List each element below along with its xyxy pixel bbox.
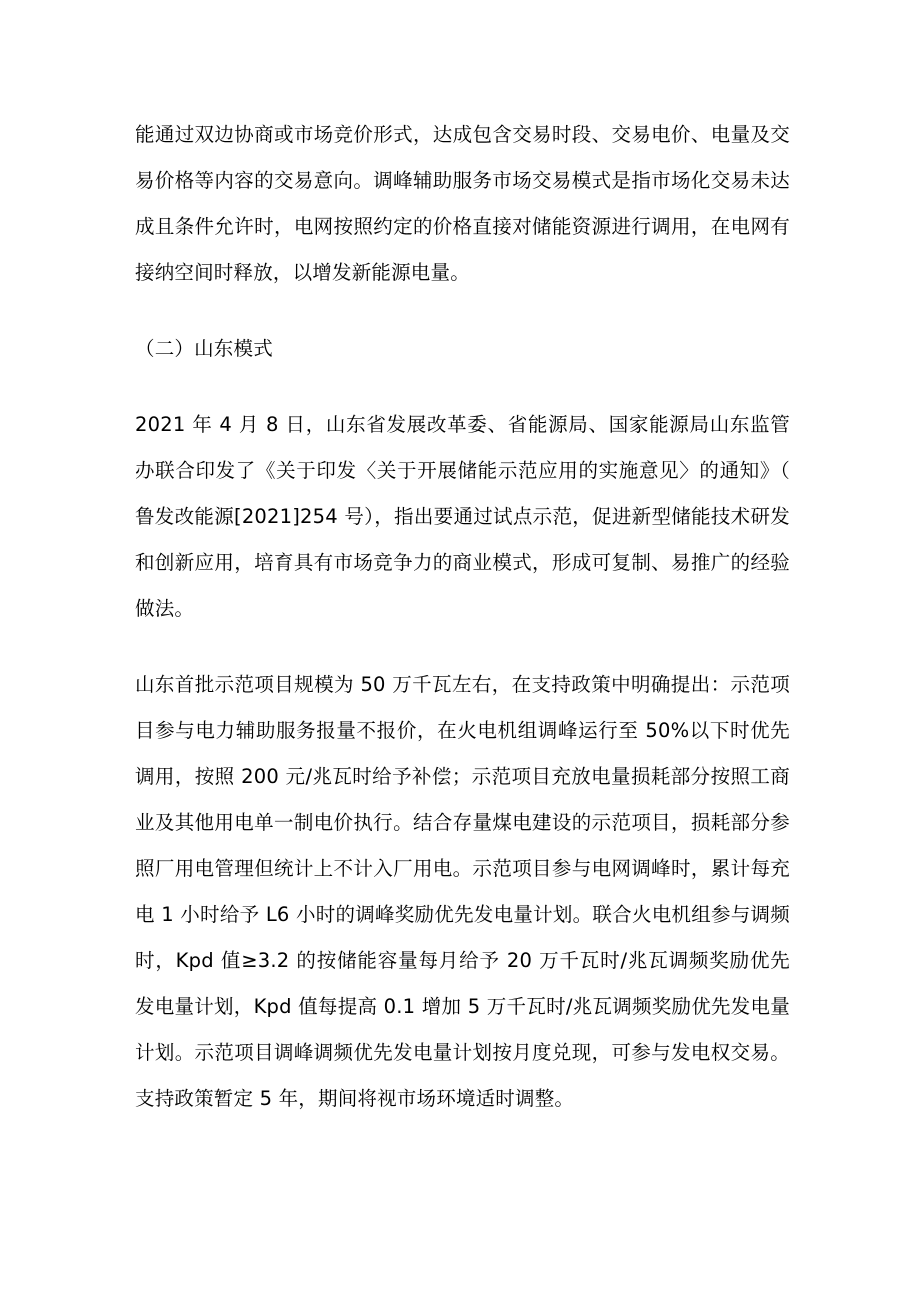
paragraph-shandong-policy-notice: 2021 年 4 月 8 日，山东省发展改革委、省能源局、国家能源局山东监管办联合印发了《关于印发〈关于开展储能示范应用的实施意见〉的通知》（鲁发改能源[2021]254 号），指出要通过试点示范，促进新型储能技术研发和创新应用，培育具有市场竞争力的商业模式，形成可复制、易推广的经验做法。 (135, 413, 790, 620)
paragraph-shandong-demo-projects: 山东首批示范项目规模为 50 万千瓦左右，在支持政策中明确提出：示范项目参与电力辅助服务报量不报价，在火电机组调峰运行至 50%以下时优先调用，按照 200 元/兆瓦时给予补偿；示范项目充放电量损耗部分按照工商业及其他用电单一制电价执行。结合存量煤电建设的示范项目，损耗部分参照厂用电管理但统计上不计入厂用电。示范项目参与电网调峰时，累计每充电 1 小时给予 L6 小时的调峰奖励优先发电量计划。联合火电机组参与调频时，Kpd 值≥3.2 的按储能容量每月给予 20 万千瓦时/兆瓦调频奖励优先发电量计划，Kpd 值每提高 0.1 增加 5 万千瓦时/兆瓦调频奖励优先发电量计划。示范项目调峰调频优先发电量计划按月度兑现，可参与发电权交易。支持政策暂定 5 年，期间将视市场环境适时调整。 (135, 673, 790, 1110)
document-body (135, 112, 790, 1122)
paragraph-peak-regulation-modes: 能通过双边协商或市场竞价形式，达成包含交易时段、交易电价、电量及交易价格等内容的交易意向。调峰辅助服务市场交易模式是指市场化交易未达成且条件允许时，电网按照约定的价格直接对储能资源进行调用，在电网有接纳空间时释放，以增发新能源电量。 (135, 123, 790, 284)
section-heading-shandong-mode: （二）山东模式 (135, 337, 273, 360)
